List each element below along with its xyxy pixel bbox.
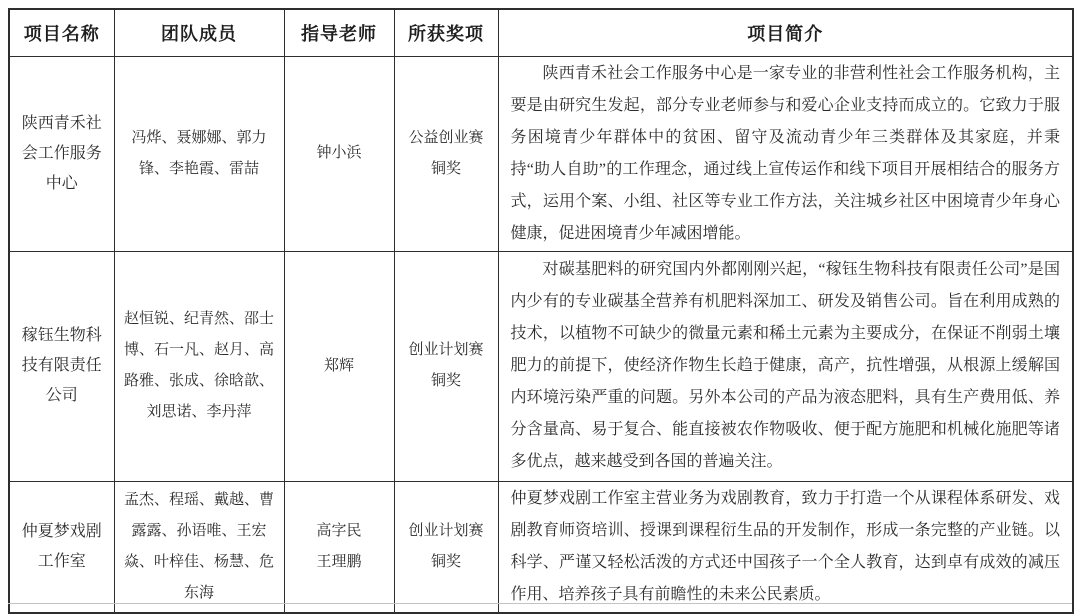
project-intro-cell xyxy=(498,481,1073,613)
table-row xyxy=(9,481,1073,613)
header-advisor: 指导老师 xyxy=(284,9,394,56)
project-award-table xyxy=(8,8,1074,614)
project-name-cell: 陕西青禾社会工作服务中心 xyxy=(9,56,114,251)
page-bottom-divider xyxy=(8,603,1072,604)
award-cell xyxy=(394,481,498,613)
table-header-row xyxy=(9,9,1073,56)
header-award: 所获奖项 xyxy=(394,9,498,56)
project-intro-cell xyxy=(498,251,1073,481)
advisor-name: 郑辉 xyxy=(323,357,354,374)
team-members-cell: 孟杰、程瑶、戴越、曹露露、孙语唯、王宏焱、叶梓佳、杨慧、危东海 xyxy=(114,481,284,613)
advisor-cell xyxy=(284,481,394,613)
award-line-1: 公益创业赛 xyxy=(408,129,484,146)
project-name-cell: 稼钰生物科技有限责任公司 xyxy=(9,251,114,481)
advisor-cell xyxy=(284,251,394,481)
award-line-2: 铜奖 xyxy=(430,553,461,570)
advisor-cell xyxy=(284,56,394,251)
award-line-1: 创业计划赛 xyxy=(408,342,484,358)
header-project-name: 项目名称 xyxy=(9,9,114,56)
header-team-members: 团队成员 xyxy=(114,9,284,56)
project-name-cell: 仲夏梦戏剧工作室 xyxy=(9,481,114,613)
team-members-cell: 赵恒锐、纪青然、邵士博、石一凡、赵月、高路雅、张成、徐晗歆、刘思诺、李丹萍 xyxy=(114,251,284,481)
table-row xyxy=(9,251,1073,481)
award-line-1: 创业计划赛 xyxy=(408,522,484,539)
table-row xyxy=(9,56,1073,251)
advisor-name: 钟小浜 xyxy=(316,145,362,161)
team-members-cell: 冯烨、聂娜娜、郭力锋、李艳霞、雷喆 xyxy=(114,56,284,251)
award-cell xyxy=(394,56,498,251)
award-line-2: 铜奖 xyxy=(430,373,461,389)
project-intro-text: 对碳基肥料的研究国内外都刚刚兴起，“稼钰生物科技有限责任公司”是国内少有的专业碳基全营养有机肥料深加工、研发及销售公司。旨在利用成熟的技术，以植物不可缺少的微量元素和稀土元素为主要成分，在保证不削弱土壤肥力的前提下，使经济作物生长趋于健康，高产，抗性增强，从根源上缓解国内环境污染严重的问题。另外本公司的产品为液态肥料，具有生产费用低、养分含量高、易于复合、能直接被农作物吸收、便于配方施肥和机械化施肥等诸多优点，越来越受到各国的普遍关注。 xyxy=(510,261,1060,470)
project-intro-text: 仲夏梦戏剧工作室主营业务为戏剧教育，致力于打造一个从课程体系研发、戏剧教育师资培训、授课到课程衍生品的开发制作，形成一条完整的产业链。以科学、严谨又轻松活泼的方式还中国孩子一个全人教育，达到卓有成效的减压作用、培养孩子具有前瞻性的未来公民素质。 xyxy=(510,489,1060,603)
advisor-name-1: 高字民 xyxy=(316,522,362,539)
award-cell xyxy=(394,251,498,481)
project-intro-cell xyxy=(498,56,1073,251)
advisor-name-2: 王理鹏 xyxy=(316,553,362,570)
project-intro-text: 陕西青禾社会工作服务中心是一家专业的非营利性社会工作服务机构，主要是由研究生发起，部分专业老师参与和爱心企业支持而成立的。它致力于服务困境青少年群体中的贫困、留守及流动青少年三类群体及其家庭，并秉持“助人自助”的工作理念，通过线上宣传运作和线下项目开展相结合的服务方式，运用个案、小组、社区等专业工作方法，关注城乡社区中困境青少年身心健康，促进困境青少年减困增能。 xyxy=(510,64,1060,242)
header-project-intro: 项目简介 xyxy=(498,9,1073,56)
award-line-2: 铜奖 xyxy=(430,160,461,177)
